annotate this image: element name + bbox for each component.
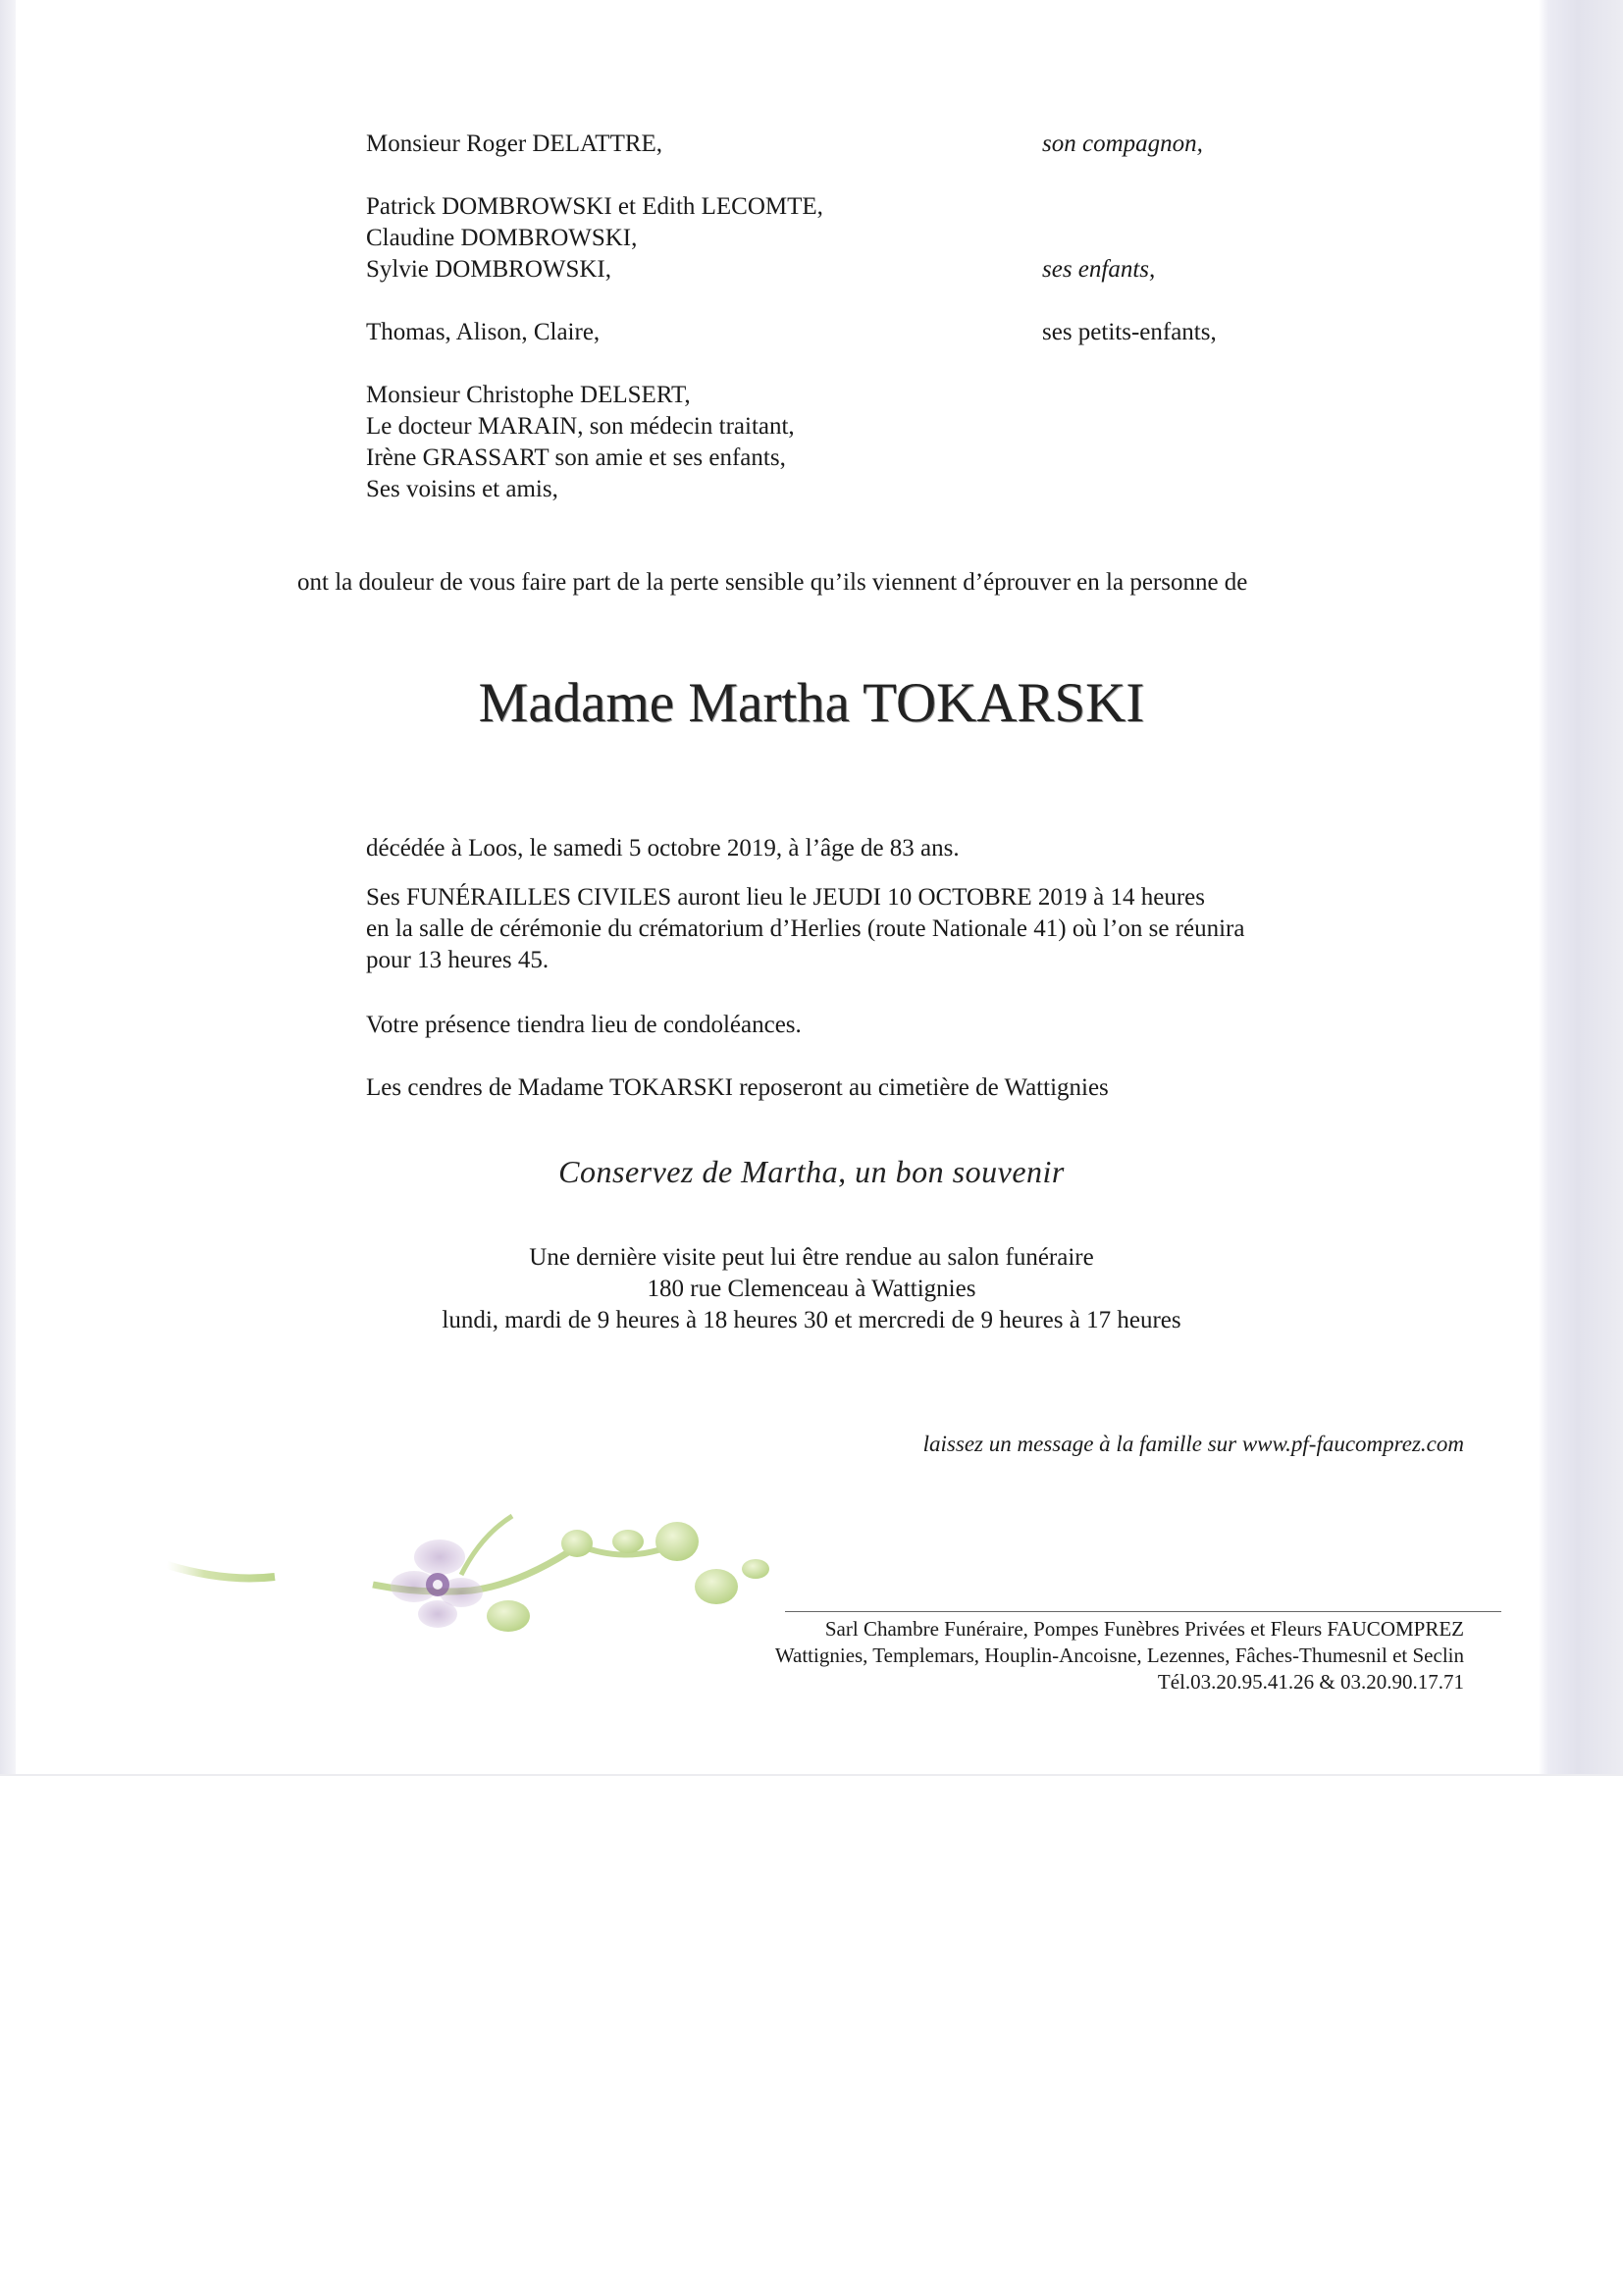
death-details: décédée à Loos, le samedi 5 octobre 2019, à l’âge de 83 ans. [366,835,960,861]
funeral-details: pour 13 heures 45. [366,947,550,973]
footer-locations: Wattignies, Templemars, Houplin-Ancoisne, Lezennes, Fâches-Thumesnil et Seclin [774,1644,1464,1667]
scan-edge-bottom [0,1774,1623,1776]
family-line: Monsieur Roger DELATTRE, [366,130,663,157]
footer-divider [785,1611,1501,1612]
condolences-note: Votre présence tiendra lieu de condoléances. [366,1012,802,1038]
visit-line: Une dernière visite peut lui être rendue au salon funéraire [529,1244,1094,1271]
footer-company: Sarl Chambre Funéraire, Pompes Funèbres Privées et Fleurs FAUCOMPREZ [824,1617,1464,1641]
orchid-stem [167,1565,275,1579]
family-line: Irène GRASSART son amie et ses enfants, [366,444,786,471]
web-message: laissez un message à la famille sur www.pf-faucomprez.com [922,1432,1464,1456]
scan-edge-right [1539,0,1623,1776]
funeral-details: en la salle de cérémonie du crématorium d’Herlies (route Nationale 41) où l’on se réunira [366,915,1245,942]
family-role: ses enfants, [1042,256,1156,283]
orchid-stem [461,1516,512,1575]
remembrance-line: Conservez de Martha, un bon souvenir [558,1154,1065,1189]
funeral-details: Ses FUNÉRAILLES CIVILES auront lieu le JEUDI 10 OCTOBRE 2019 à 14 heures [366,884,1206,911]
deceased-name: Madame Martha TOKARSKI [478,672,1145,734]
family-line: Monsieur Christophe DELSERT, [366,382,691,408]
visit-address: 180 rue Clemenceau à Wattignies [647,1276,976,1302]
ashes-note: Les cendres de Madame TOKARSKI reposeront au cimetière de Wattignies [366,1074,1109,1101]
family-line: Le docteur MARAIN, son médecin traitant, [366,413,795,440]
footer-phone: Tél.03.20.95.41.26 & 03.20.90.17.71 [1157,1670,1464,1694]
family-role: ses petits-enfants, [1042,319,1217,345]
family-role: son compagnon, [1042,130,1203,157]
orchid-flower [391,1539,483,1628]
visit-hours: lundi, mardi de 9 heures à 18 heures 30 et mercredi de 9 heures à 17 heures [442,1307,1181,1333]
announcement-text: ont la douleur de vous faire part de la perte sensible qu’ils viennent d’éprouver en la personne de [297,569,1248,596]
family-line: Ses voisins et amis, [366,476,558,502]
family-line: Claudine DOMBROWSKI, [366,225,638,251]
family-line: Patrick DOMBROWSKI et Edith LECOMTE, [366,193,823,220]
family-line: Sylvie DOMBROWSKI, [366,256,612,283]
family-line: Thomas, Alison, Claire, [366,319,601,345]
orchid-illustration [167,1506,873,1722]
scan-edge-left [0,0,16,1776]
